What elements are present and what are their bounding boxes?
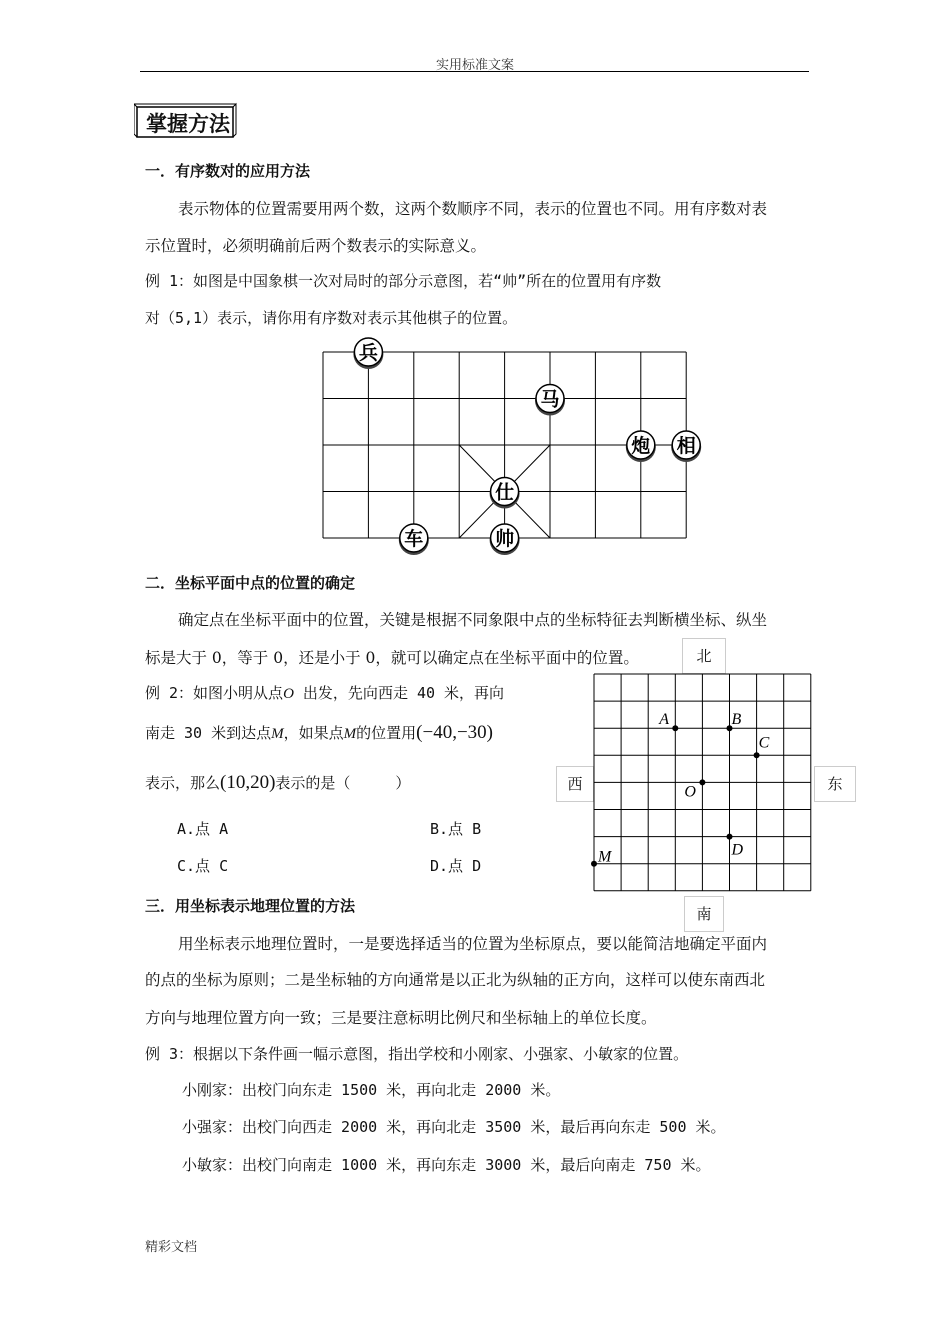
section-1-para-line1: 表示物体的位置需要用两个数，这两个数顺序不同，表示的位置也不同。用有序数对表	[178, 200, 768, 218]
chess-piece	[626, 431, 656, 462]
point-m-symbol-2: M	[343, 726, 357, 742]
option-d: D.点 D	[430, 857, 482, 875]
page-footer: 精彩文档	[145, 1240, 198, 1255]
example-2-text-d: ，如果点	[283, 724, 344, 742]
example-3-item-3: 小敏家：出校门向南走 1000 米，再向东走 3000 米，最后向南走 750 米。	[182, 1156, 711, 1174]
chess-piece-label: 仕	[495, 481, 515, 504]
section-3-heading: 三．用坐标表示地理位置的方法	[145, 897, 356, 915]
option-c: C.点 C	[177, 857, 229, 875]
page-header: 实用标准文案	[435, 58, 514, 73]
grid-point	[727, 711, 742, 731]
section-2-heading: 二．坐标平面中点的位置的确定	[145, 574, 356, 592]
example-2-text-f: 表示，那么	[145, 774, 221, 792]
chess-piece	[490, 478, 520, 509]
example-3-item-1: 小刚家：出校门向东走 1500 米，再向北走 2000 米。	[182, 1081, 561, 1099]
chess-piece-label: 兵	[358, 342, 378, 364]
grid-point-label: D	[731, 841, 744, 859]
example-2-line1	[145, 682, 504, 703]
chess-piece-label: 相	[676, 435, 696, 457]
point-o-symbol: O	[283, 686, 294, 702]
header-rule	[140, 71, 809, 72]
coordinate-grid	[588, 668, 818, 898]
section-3-para-line3: 方向与地理位置方向一致；三是要注意标明比例尺和坐标轴上的单位长度。	[145, 1009, 657, 1027]
coord-m-value: −40,−30	[422, 722, 487, 743]
coord-query-value: 10,20	[226, 772, 270, 793]
section-2-para-line1: 确定点在坐标平面中的位置，关键是根据不同象限中点的坐标特征去判断横坐标、纵坐	[178, 611, 768, 629]
coord-query: (10,20)	[220, 772, 276, 793]
example-2-text-e: 的位置用	[356, 724, 417, 742]
chess-piece	[399, 524, 429, 555]
chess-piece-label: 车	[404, 528, 424, 550]
section-3-para-line1: 用坐标表示地理位置时，一是要选择适当的位置为坐标原点，要以能简洁地确定平面内	[178, 935, 768, 953]
example-3-item-2: 小强家：出校门向西走 2000 米，再向北走 3500 米，最后再向东走 500 米。	[182, 1118, 726, 1136]
option-b: B.点 B	[430, 820, 482, 838]
chess-piece	[490, 524, 520, 555]
section-1-para-line2: 示位置时，必须明确前后两个数表示的实际意义。	[145, 237, 487, 255]
grid-point-label: B	[731, 711, 742, 729]
section-title: 掌握方法	[146, 112, 230, 136]
grid-point-label: O	[684, 783, 696, 801]
section-1-heading: 一．有序数对的应用方法	[145, 162, 311, 180]
grid-point-label: A	[659, 711, 670, 729]
chess-piece	[353, 338, 383, 369]
example-2-text-c: 南走 30 米到达点	[145, 724, 272, 742]
grid-point	[754, 734, 770, 758]
point-m-symbol: M	[271, 726, 284, 742]
option-a: A.点 A	[177, 820, 229, 838]
example-2-text-g: 表示的是（ ）	[275, 774, 411, 792]
compass-east: 东	[814, 766, 856, 802]
compass-west: 西	[556, 766, 594, 802]
chess-pieces	[353, 338, 701, 555]
coordinate-points	[591, 711, 770, 867]
grid-point-label: C	[758, 734, 770, 752]
section-3-para-line2: 的点的坐标为原则；二是坐标轴的方向通常是以正北为纵轴的正方向，这样可以使东南西北	[145, 971, 766, 989]
example-1-line2: 对（5,1）表示，请你用有序数对表示其他棋子的位置。	[145, 309, 518, 327]
chess-piece	[671, 431, 701, 462]
chess-piece	[535, 385, 565, 416]
example-2-line2	[145, 722, 493, 744]
grid-point-label: M	[598, 848, 612, 866]
chess-piece-label: 帅	[495, 528, 515, 550]
example-3-line1: 例 3：根据以下条件画一幅示意图，指出学校和小刚家、小强家、小敏家的位置。	[145, 1045, 689, 1063]
compass-north: 北	[682, 638, 726, 674]
compass-south: 南	[684, 896, 724, 932]
chess-piece-label: 马	[540, 388, 560, 411]
example-2-text-b: 出发，先向西走 40 米，再向	[293, 684, 505, 702]
example-1-line1: 例 1：如图是中国象棋一次对局时的部分示意图，若“帅”所在的位置用有序数	[145, 272, 662, 290]
chess-board	[300, 335, 710, 560]
section-2-para-line2: 标是大于 0，等于 0，还是小于 0，就可以确定点在坐标平面中的位置。	[145, 649, 639, 667]
coord-m: (−40,−30)	[416, 722, 493, 743]
example-2-line3	[145, 772, 410, 794]
example-2-text-a: 例 2：如图小明从点	[145, 684, 284, 702]
chess-piece-label: 炮	[631, 435, 651, 457]
